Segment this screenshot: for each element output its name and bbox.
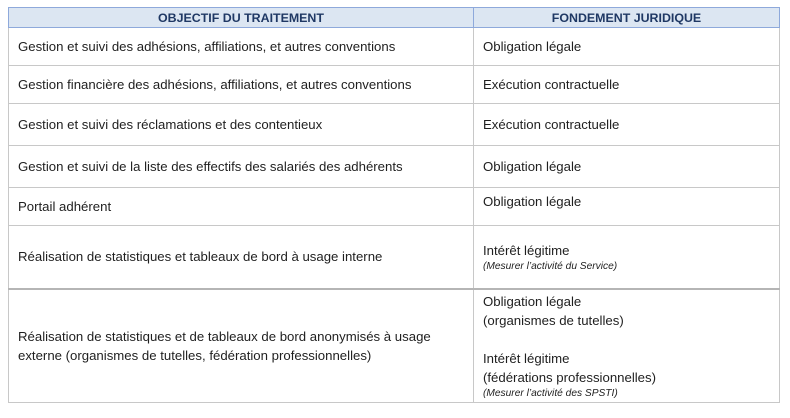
table-row <box>9 104 780 146</box>
legal-basis-text: Obligation légale <box>483 293 582 309</box>
spacer <box>483 330 770 349</box>
objective-cell: Portail adhérent <box>9 188 474 226</box>
legal-basis-note: (Mesurer l’activité du Service) <box>483 260 618 272</box>
legal-basis-cell: Exécution contractuelle <box>474 66 780 104</box>
legal-basis-cell: Obligation légale <box>474 146 780 188</box>
header-objective: OBJECTIF DU TRAITEMENT <box>9 8 474 28</box>
table-row <box>9 66 780 104</box>
legal-basis-cell: Obligation légale <box>474 28 780 66</box>
legal-basis-table <box>8 7 780 403</box>
legal-basis-cell <box>474 226 780 289</box>
table-row <box>9 188 780 226</box>
table-row <box>9 289 780 403</box>
table-row <box>9 226 780 289</box>
legal-basis-text: Intérêt légitime <box>483 350 570 366</box>
objective-cell: Réalisation de statistiques et de tableaux de bord anonymisés à usage externe (organismes de tutelles, fédération professionnelles) <box>9 289 474 403</box>
objective-cell: Gestion financière des adhésions, affiliations, et autres conventions <box>9 66 474 104</box>
legal-basis-note: (Mesurer l’activité des SPSTI) <box>483 387 618 399</box>
header-legal-basis: FONDEMENT JURIDIQUE <box>474 8 780 28</box>
table-header-row <box>9 8 780 28</box>
table-row <box>9 146 780 188</box>
objective-cell: Gestion et suivi de la liste des effectifs des salariés des adhérents <box>9 146 474 188</box>
legal-basis-cell: Exécution contractuelle <box>474 104 780 146</box>
objective-cell: Réalisation de statistiques et tableaux de bord à usage interne <box>9 226 474 289</box>
legal-basis-cell <box>474 289 780 403</box>
legal-basis-subtext: (organismes de tutelles) <box>483 312 624 328</box>
legal-basis-text: Intérêt légitime <box>483 242 570 258</box>
table-row <box>9 28 780 66</box>
objective-cell: Gestion et suivi des réclamations et des contentieux <box>9 104 474 146</box>
legal-basis-subtext: (fédérations professionnelles) <box>483 369 656 385</box>
objective-cell: Gestion et suivi des adhésions, affiliations, et autres conventions <box>9 28 474 66</box>
legal-basis-cell: Obligation légale <box>474 188 780 226</box>
